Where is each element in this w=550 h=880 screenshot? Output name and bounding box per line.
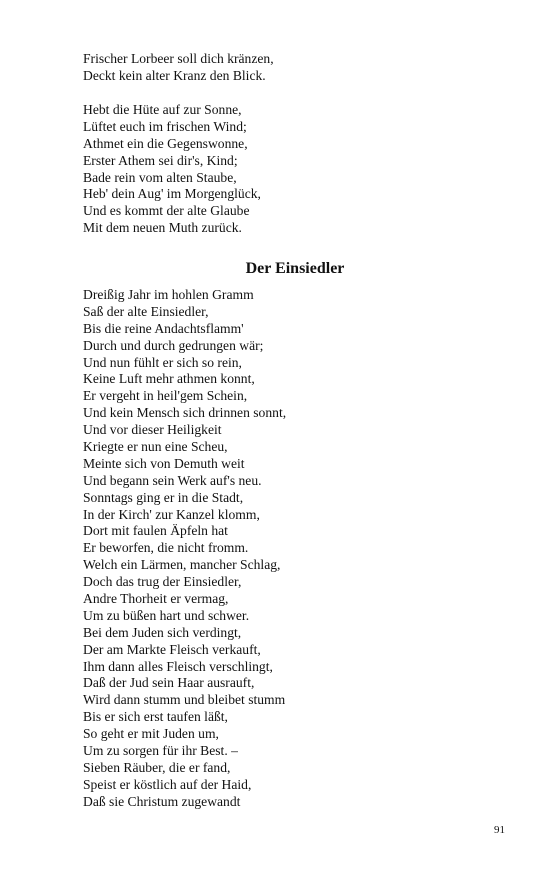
stanza [83, 102, 261, 237]
verse-line: Bei dem Juden sich verdingt, [83, 624, 242, 640]
verse-line: Wird dann stumm und bleibet stumm [83, 692, 286, 708]
verse-line: Und kein Mensch sich drinnen sonnt, [83, 405, 287, 421]
verse-line: Welch ein Lärmen, mancher Schlag, [83, 557, 281, 573]
verse-line: Meinte sich von Demuth weit [83, 455, 245, 471]
verse-line: Hebt die Hüte auf zur Sonne, [83, 102, 242, 117]
verse-line: Doch das trug der Einsiedler, [83, 574, 242, 590]
verse-line: Lüftet euch im frischen Wind; [83, 118, 247, 134]
verse-line: Frischer Lorbeer soll dich kränzen, [83, 51, 274, 66]
verse-line: Der am Markte Fleisch verkauft, [83, 641, 261, 657]
verse-line: Speist er köstlich auf der Haid, [83, 776, 252, 792]
verse-line: Dreißig Jahr im hohlen Gramm [83, 287, 254, 302]
verse-line: Keine Luft mehr athmen konnt, [83, 371, 255, 387]
verse-line: Mit dem neuen Muth zurück. [83, 220, 242, 236]
verse-line: Bis er sich erst taufen läßt, [83, 709, 228, 725]
verse-line: Ihm dann alles Fleisch verschlingt, [83, 658, 273, 674]
verse-line: Um zu sorgen für ihr Best. – [83, 743, 238, 759]
poem-body [83, 287, 286, 811]
verse-line: Er vergeht in heil'gem Schein, [83, 388, 248, 404]
stanza [83, 51, 274, 85]
verse-line: Deckt kein alter Kranz den Blick. [83, 67, 266, 83]
verse-line: Um zu büßen hart und schwer. [83, 607, 250, 623]
page-number: 91 [494, 824, 505, 836]
verse-line: Sonntags ging er in die Stadt, [83, 489, 244, 505]
verse-line: So geht er mit Juden um, [83, 726, 219, 742]
verse-line: Heb' dein Aug' im Morgenglück, [83, 186, 261, 202]
verse-line: Bis die reine Andachtsflamm' [83, 320, 244, 336]
verse-line: Und begann sein Werk auf's neu. [83, 472, 262, 488]
verse-line: Athmet ein die Gegenswonne, [83, 135, 248, 151]
verse-line: Und vor dieser Heiligkeit [83, 422, 222, 438]
verse-line: Er beworfen, die nicht fromm. [83, 540, 249, 556]
poem-title: Der Einsiedler [245, 260, 345, 277]
verse-line: Und es kommt der alte Glaube [83, 203, 250, 219]
verse-line: Dort mit faulen Äpfeln hat [83, 523, 228, 539]
verse-line: Kriegte er nun eine Scheu, [83, 439, 228, 455]
verse-line: In der Kirch' zur Kanzel klomm, [83, 506, 260, 522]
verse-line: Daß der Jud sein Haar ausrauft, [83, 675, 255, 691]
verse-line: Sieben Räuber, die er fand, [83, 759, 231, 775]
verse-line: Bade rein vom alten Staube, [83, 169, 237, 185]
verse-line: Erster Athem sei dir's, Kind; [83, 152, 238, 168]
verse-line: Und nun fühlt er sich so rein, [83, 354, 242, 370]
verse-line: Daß sie Christum zugewandt [83, 793, 241, 809]
verse-line: Andre Thorheit er vermag, [83, 591, 229, 607]
verse-line: Saß der alte Einsiedler, [83, 303, 209, 319]
verse-line: Durch und durch gedrungen wär; [83, 337, 264, 353]
